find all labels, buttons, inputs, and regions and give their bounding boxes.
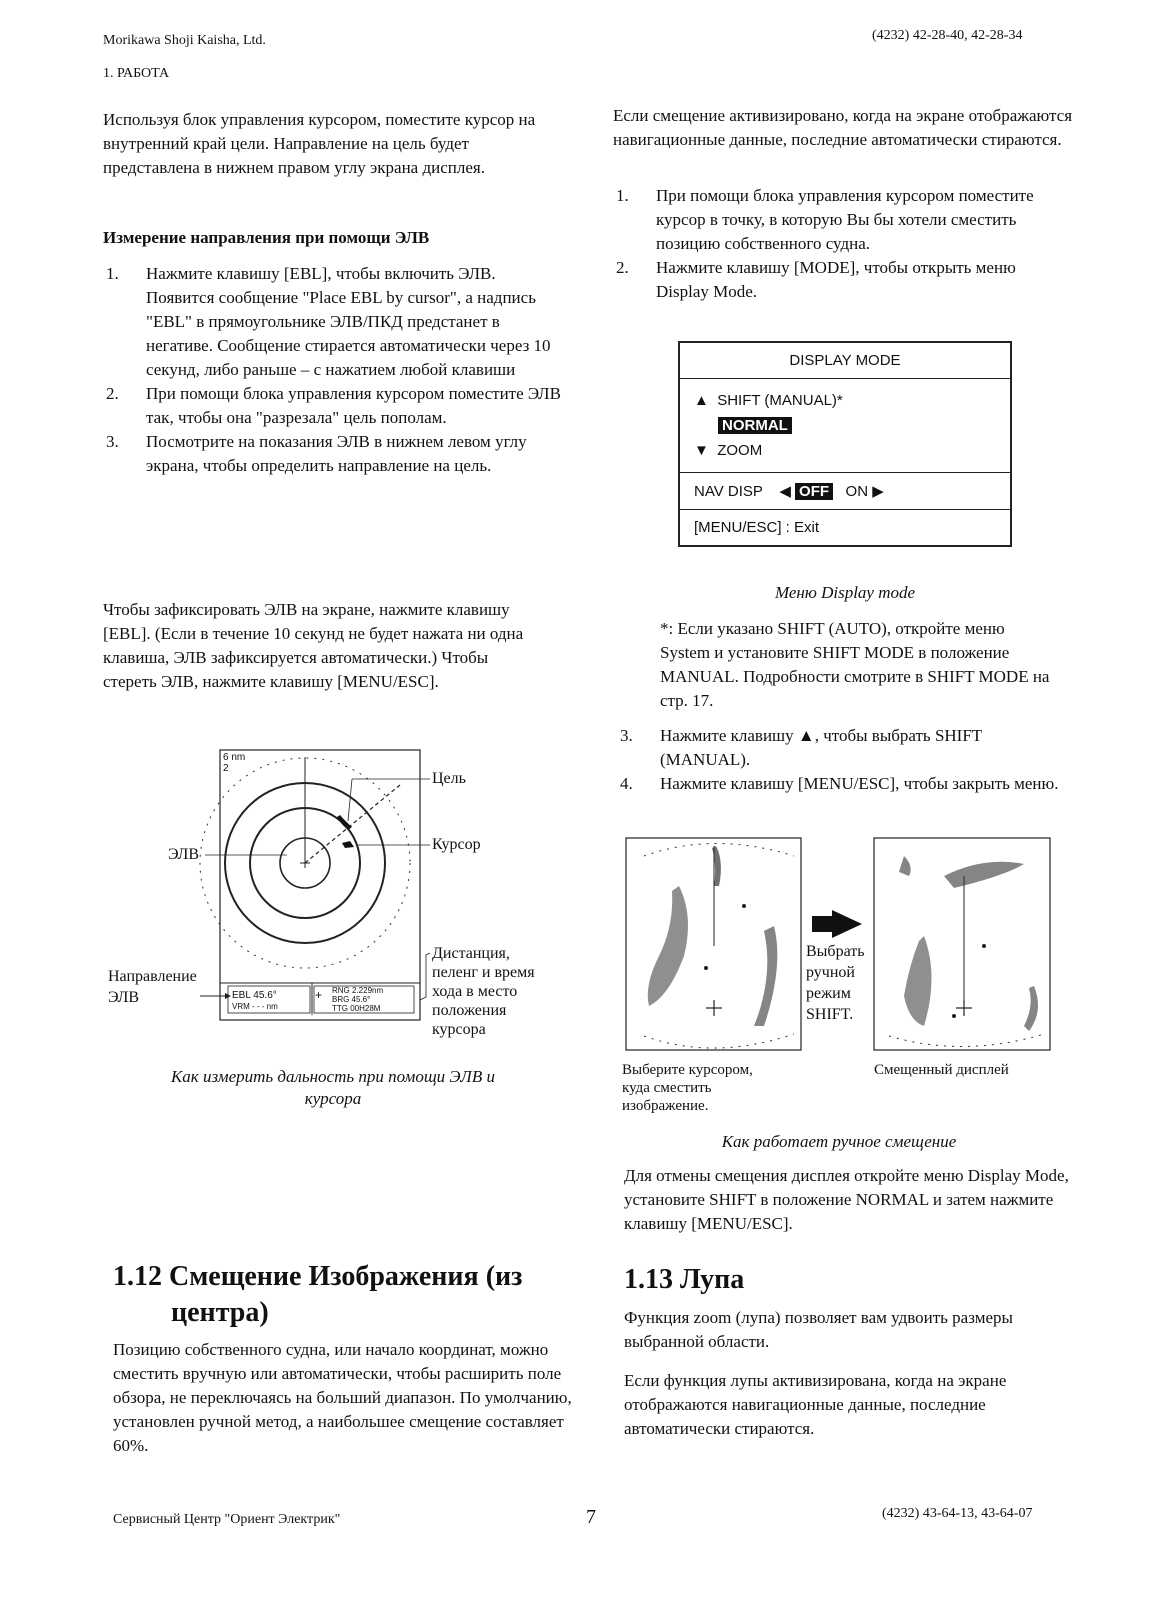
range-value: 6 [223, 752, 229, 763]
triangle-left-icon: ◀ [779, 483, 791, 500]
rng-readout: RNG 2.229nm [332, 986, 384, 995]
shift-steps-list-a [616, 184, 1056, 304]
list-item: 3. Посмотрите на показания ЭЛВ в нижнем левом углу экрана, чтобы определить направление на цель. [106, 432, 527, 475]
section-112-paragraph: Позицию собственного судна, или начало координат, можно сместить вручную или автоматически, чтобы расширить поле обзора, не переключаясь на больший диапазон. По умолчанию, установлен ручной метод, а наибольшее смещение составляет 60%. [113, 1340, 572, 1455]
shift-figure [624, 836, 1054, 1058]
shift-right-caption: Смещенный дисплей [874, 1062, 1009, 1078]
menu-caption: Меню Display mode [774, 583, 916, 602]
label-direction-line2: ЭЛВ [108, 989, 140, 1006]
header-company: Morikawa Shoji Kaisha, Ltd. [103, 33, 266, 48]
page-number: 7 [586, 1506, 596, 1528]
ring-range-value: 2 [223, 763, 229, 774]
right-intro-paragraph: Если смещение активизировано, когда на экране отображаются навигационные данные, последние автоматически стираются. [613, 106, 1073, 149]
fix-ebl-paragraph: Чтобы зафиксировать ЭЛВ на экране, нажмите клавишу [EBL]. (Если в течение 10 секунд не будет нажата ни одна клавиша, ЭЛВ зафиксируется автоматически.) Чтобы стереть ЭЛВ, нажмите клавишу [MENU/ESC]. [103, 600, 524, 691]
cancel-shift-paragraph: Для отмены смещения дисплея откройте меню Display Mode, установите SHIFT в положение NORMAL и затем нажмите клавишу [MENU/ESC]. [624, 1166, 1069, 1233]
label-direction-line1: Направление [108, 968, 197, 985]
ebl-heading: Измерение направления при помощи ЭЛВ [103, 228, 430, 247]
ebl-figure [100, 745, 570, 1045]
triangle-down-icon: ▼ [694, 442, 709, 459]
list-item: 2. Нажмите клавишу [MODE], чтобы открыть меню Display Mode. [616, 258, 1016, 301]
left-intro-paragraph: Используя блок управления курсором, поместите курсор на внутренний край цели. Направление на цель будет представлена в нижнем правом углу экрана дисплея. [103, 110, 536, 177]
section-112-title: 1.12 Смещение Изображения (из центра) [113, 1261, 523, 1328]
menu-item-zoom[interactable]: ▼ ZOOM [694, 442, 763, 459]
section-113-paragraph-1: Функция zoom (лупа) позволяет вам удвоить размеры выбранной области. [624, 1308, 1013, 1351]
range-unit: nm [231, 752, 246, 763]
nav-disp-off-option[interactable]: OFF [795, 483, 833, 500]
label-info-line5: курсора [432, 1021, 486, 1038]
ebl-readout: EBL 45.6° [232, 990, 277, 1001]
label-info-line3: хода в место [432, 983, 518, 1000]
list-item: 2. При помощи блока управления курсором поместите ЭЛВ так, чтобы она "разрезала" цель пополам. [106, 384, 561, 427]
section-113-paragraph-2: Если функция лупы активизирована, когда на экране отображаются навигационные данные, последние автоматически стираются. [624, 1371, 1007, 1438]
label-select-line4: SHIFT. [806, 1006, 854, 1023]
triangle-right-icon: ▶ [872, 483, 884, 500]
header-section: 1. РАБОТА [103, 66, 170, 81]
menu-item-shift[interactable]: ▲ SHIFT (MANUAL)* [694, 392, 843, 409]
footer-service-center: Сервисный Центр "Ориент Электрик" [113, 1512, 341, 1527]
menu-options [680, 379, 1010, 473]
section-113-title: 1.13 Лупа [624, 1264, 745, 1295]
label-info-line2: пеленг и время [432, 964, 535, 981]
nav-disp-label: NAV DISP [694, 483, 763, 500]
label-target: Цель [432, 770, 466, 787]
label-select-line3: режим [806, 985, 851, 1002]
list-item: 1. При помощи блока управления курсором поместите курсор в точку, в которую Вы бы хотели сместить позицию собственного судна. [616, 186, 1034, 253]
label-select-line1: Выбрать [806, 943, 865, 960]
label-cursor: Курсор [432, 836, 481, 853]
ebl-steps-list [106, 262, 561, 478]
list-item: 1. Нажмите клавишу [EBL], чтобы включить ЭЛВ. Появится сообщение "Place EBL by cursor", а надпись "EBL" в прямоугольнике ЭЛВ/ПКД предстанет в негативе. Сообщение стирается автоматически через 10 секунд, либо раньше – с нажатием любой клавиши [106, 264, 551, 379]
label-info-line1: Дистанция, [432, 945, 510, 962]
ebl-figure-caption: Как измерить дальность при помощи ЭЛВ и курсора [171, 1067, 495, 1108]
list-item: 3. Нажмите клавишу ▲, чтобы выбрать SHIFT (MANUAL). [620, 726, 982, 769]
header-phone: (4232) 42-28-40, 42-28-34 [872, 28, 1023, 43]
label-ebl: ЭЛВ [168, 846, 200, 863]
menu-title: DISPLAY MODE [680, 343, 1010, 379]
shift-auto-note: *: Если указано SHIFT (AUTO), откройте меню System и установите SHIFT MODE в положение MANUAL. Подробности смотрите в SHIFT MODE на стр. 17. [660, 619, 1050, 710]
brg-readout: BRG 45.6° [332, 995, 371, 1004]
triangle-up-icon: ▲ [694, 392, 709, 409]
ttg-readout: TTG 00H28M [332, 1004, 381, 1013]
nav-disp-on-option[interactable]: ON [845, 483, 869, 500]
vrm-readout: VRM - - - nm [232, 1002, 278, 1011]
menu-exit-row: [MENU/ESC] : Exit [694, 519, 820, 536]
list-item: 4. Нажмите клавишу [MENU/ESC], чтобы закрыть меню. [620, 774, 1059, 793]
shift-figure-caption: Как работает ручное смещение [721, 1132, 957, 1151]
shift-left-caption: Выберите курсором, куда сместить изображение. [622, 1062, 753, 1114]
label-info-line4: положения [432, 1002, 507, 1019]
menu-item-normal[interactable]: NORMAL [694, 413, 996, 438]
shift-steps-list-b [620, 724, 1060, 796]
footer-phone: (4232) 43-64-13, 43-64-07 [882, 1506, 1033, 1521]
display-mode-menu [678, 341, 1012, 547]
menu-nav-disp-row[interactable] [680, 473, 1010, 510]
label-select-line2: ручной [806, 964, 855, 981]
cursor-plus-icon: + [315, 988, 323, 1002]
